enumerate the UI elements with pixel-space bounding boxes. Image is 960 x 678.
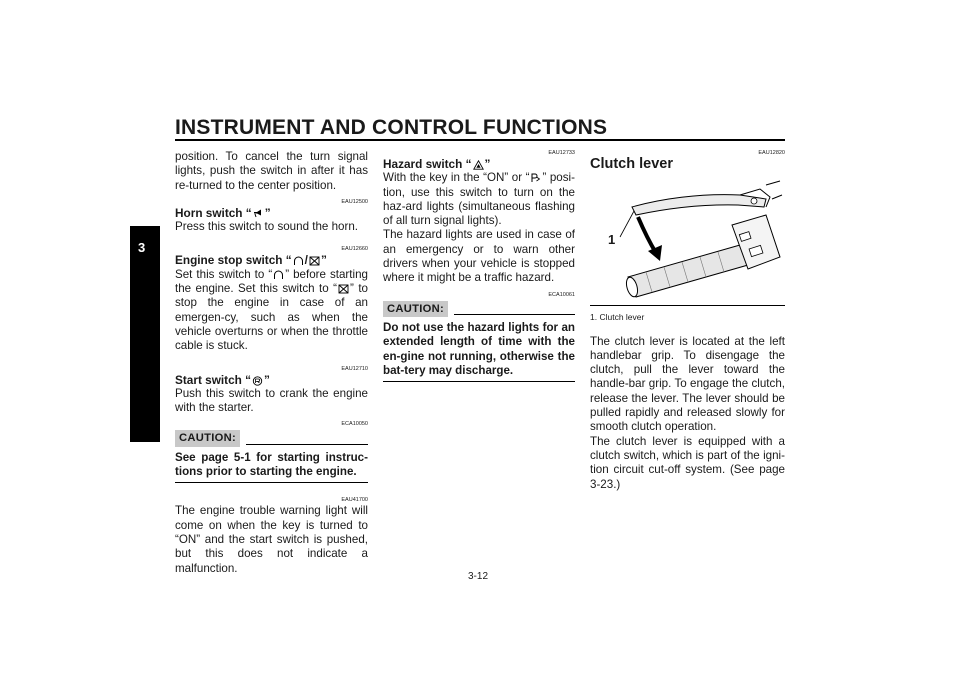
caution-rule: [246, 444, 368, 445]
intro-paragraph: position. To cancel the turn signal lights, push the switch in after it has re-turned to the center position.: [175, 150, 368, 192]
hazard-switch-text: With the key in the “ON” or “ ” posi-tion, use this switch to turn on the haz-ard lights (simultaneous flashing of all turn signal lights).: [383, 171, 575, 228]
engine-stop-text: Set this switch to “ ” before starting the engine. Set this switch to “ ” to stop the engine in case of an emergen-cy, such as when the vehicle overturns or when the throttle cable is stuck.: [175, 267, 368, 353]
caution-header: [175, 430, 368, 446]
caution-code: ECA10061: [548, 291, 575, 298]
figure-caption: 1. Clutch lever: [590, 312, 645, 323]
section-code: EAU12733: [548, 150, 575, 156]
caution-text: Do not use the hazard lights for an extended length of time with the en-gine not running, otherwise the bat-tery may discharge.: [383, 320, 575, 377]
section-code: EAU12820: [758, 150, 785, 156]
clutch-lever-text-2: The clutch lever is equipped with a clutch switch, which is part of the igni-tion circuit cut-off system. (See page 3-23.): [590, 434, 785, 491]
figure-callout-1: 1: [608, 232, 616, 248]
figure-rule: [590, 305, 785, 306]
engine-run-icon: [273, 270, 284, 280]
chapter-tab: [130, 226, 160, 442]
section-code: EAU12660: [341, 246, 368, 253]
hazard-switch-text-2: The hazard lights are used in case of an emergency or to warn other drivers when your vehicle is stopped where it might be a traffic hazard.: [383, 228, 575, 285]
starter-icon: [252, 376, 263, 386]
warning-light-text: The engine trouble warning light will come on when the key is turned to “ON” and the start switch is pushed, but this does not indicate a malfunction.: [175, 504, 368, 575]
caution-end-rule: [383, 381, 575, 382]
clutch-lever-heading: Clutch lever: [590, 156, 673, 172]
horn-switch-heading: Horn switch “ ”: [175, 205, 271, 220]
engine-stop-icon: [338, 284, 349, 294]
caution-header: [383, 301, 575, 317]
caution-rule: [454, 314, 575, 315]
start-switch-heading: Start switch “ ”: [175, 372, 270, 387]
start-switch-text: Push this switch to crank the engine with the starter.: [175, 386, 368, 415]
section-code: EAU12710: [341, 365, 368, 372]
title-rule: [175, 139, 785, 141]
caution-badge: CAUTION:: [383, 301, 448, 317]
clutch-lever-illustration: [590, 173, 785, 305]
caution-badge: CAUTION:: [175, 430, 240, 446]
section-code: EAU12500: [341, 198, 368, 205]
column-2: [383, 150, 575, 382]
chapter-tab-number: 3: [138, 240, 146, 255]
hazard-switch-heading: Hazard switch “ ”: [383, 157, 491, 171]
column-3: [590, 150, 785, 492]
horn-switch-text: Press this switch to sound the horn.: [175, 220, 359, 234]
clutch-lever-drawing: [590, 173, 785, 305]
section-code: EAU41700: [341, 497, 368, 504]
caution-code: ECA10050: [341, 421, 368, 428]
engine-run-icon: [293, 256, 304, 266]
column-1: [175, 150, 368, 576]
horn-icon: [253, 209, 264, 219]
clutch-lever-text: The clutch lever is located at the left handlebar grip. To disengage the clutch, pull the lever toward the handle-bar grip. To engage the clutch, release the lever. The lever should be pulled rapidly and released slowly for smooth clutch operation.: [590, 334, 785, 434]
parking-icon: [530, 173, 541, 183]
engine-stop-heading: Engine stop switch “ / ”: [175, 253, 327, 268]
hazard-triangle-icon: [473, 160, 484, 170]
engine-stop-icon: [309, 256, 320, 266]
page-number: 3-12: [468, 571, 489, 582]
page-title: INSTRUMENT AND CONTROL FUNCTIONS: [175, 116, 608, 139]
caution-text: See page 5-1 for starting instruc-tions prior to starting the engine.: [175, 450, 368, 479]
